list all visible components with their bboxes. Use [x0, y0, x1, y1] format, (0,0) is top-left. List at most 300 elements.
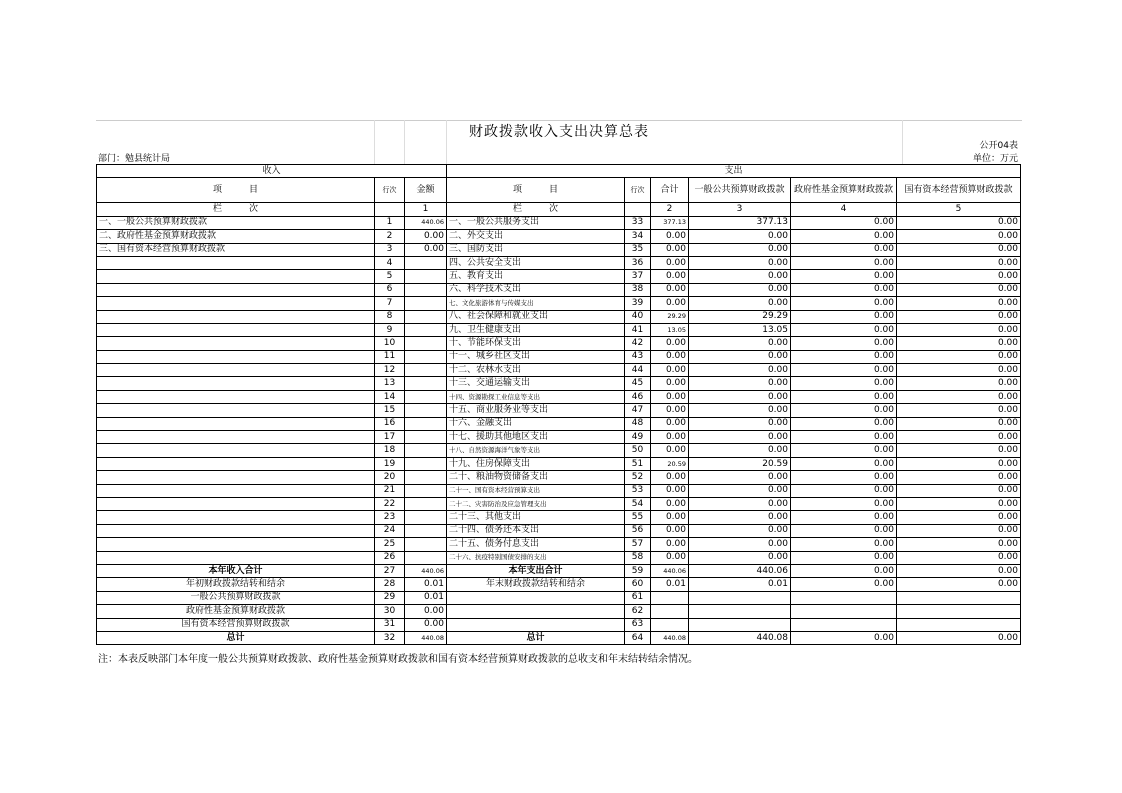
row-no: 27 [375, 564, 405, 577]
amount: 0.00 [689, 417, 791, 430]
amount: 0.00 [689, 484, 791, 497]
amount: 0.00 [897, 337, 1021, 350]
amount [405, 431, 447, 444]
row-no: 59 [625, 564, 651, 577]
amount: 0.00 [897, 444, 1021, 457]
table-row [97, 390, 1021, 403]
expense-item: 六、科学技术支出 [447, 283, 625, 296]
row-no: 18 [375, 444, 405, 457]
income-item [97, 310, 375, 323]
amount: 0.00 [791, 243, 897, 256]
table-row [97, 551, 1021, 564]
amount: 0.00 [791, 404, 897, 417]
amount: 0.00 [651, 283, 689, 296]
amount: 0.00 [689, 364, 791, 377]
amount [405, 511, 447, 524]
amount: 0.00 [791, 390, 897, 403]
amount: 0.00 [405, 605, 447, 618]
amount: 440.06 [405, 216, 447, 229]
amount: 0.00 [897, 310, 1021, 323]
amount: 0.00 [689, 497, 791, 510]
amount [405, 283, 447, 296]
expense-item: 十一、城乡社区支出 [447, 350, 625, 363]
income-item: 三、国有资本经营预算财政拨款 [97, 243, 375, 256]
amount: 0.00 [791, 564, 897, 577]
expense-item: 二十、粮油物资储备支出 [447, 471, 625, 484]
amount: 0.00 [897, 256, 1021, 269]
amount: 0.00 [651, 484, 689, 497]
row-no: 38 [625, 283, 651, 296]
amount: 0.00 [651, 364, 689, 377]
column-index-row [97, 203, 1021, 216]
amount: 0.00 [791, 457, 897, 470]
amount [405, 364, 447, 377]
income-item [97, 524, 375, 537]
row-no: 30 [375, 605, 405, 618]
fund-header: 政府性基金预算财政拨款 [791, 178, 897, 203]
amount: 0.00 [897, 484, 1021, 497]
income-item [97, 377, 375, 390]
sub-row-general [97, 591, 1021, 604]
income-item [97, 431, 375, 444]
row-no: 47 [625, 404, 651, 417]
expense-item-header: 项 目 [447, 178, 625, 203]
expense-item: 四、公共安全支出 [447, 256, 625, 269]
expense-item: 二十四、债务还本支出 [447, 524, 625, 537]
empty-cell [375, 203, 405, 216]
income-item [97, 256, 375, 269]
table-row [97, 364, 1021, 377]
amount: 0.00 [791, 297, 897, 310]
row-no: 45 [625, 377, 651, 390]
expense-item: 二十一、国有资本经营预算支出 [447, 484, 625, 497]
amount: 0.00 [689, 524, 791, 537]
table-row [97, 243, 1021, 256]
row-no: 50 [625, 444, 651, 457]
empty-cell [791, 591, 897, 604]
col-label: 栏 次 [447, 203, 625, 216]
table-row [97, 511, 1021, 524]
expense-item: 八、社会保障和就业支出 [447, 310, 625, 323]
department-label: 部门：勉县统计局 [98, 154, 171, 164]
row-no: 14 [375, 390, 405, 403]
sub-label: 国有资本经营预算财政拨款 [97, 618, 375, 631]
amount: 0.00 [651, 444, 689, 457]
row-no: 41 [625, 323, 651, 336]
amount: 29.29 [651, 310, 689, 323]
income-item [97, 297, 375, 310]
amount [405, 350, 447, 363]
amount [405, 337, 447, 350]
amount: 0.00 [651, 256, 689, 269]
amount: 0.00 [651, 390, 689, 403]
empty-cell [689, 618, 791, 631]
amount [405, 444, 447, 457]
expense-total-header: 合计 [651, 178, 689, 203]
amount: 0.00 [405, 618, 447, 631]
amount: 13.05 [689, 323, 791, 336]
row-no: 1 [375, 216, 405, 229]
amount: 0.00 [689, 377, 791, 390]
amount: 0.00 [651, 230, 689, 243]
column-header-row [97, 178, 1021, 203]
amount: 440.08 [689, 631, 791, 644]
row-no: 46 [625, 390, 651, 403]
carry-out-label: 年末财政拨款结转和结余 [447, 578, 625, 591]
table-row [97, 310, 1021, 323]
row-no: 25 [375, 538, 405, 551]
amount: 0.00 [689, 297, 791, 310]
empty-cell [447, 618, 625, 631]
expense-item: 九、卫生健康支出 [447, 323, 625, 336]
income-rowno-header: 行次 [375, 178, 405, 203]
amount: 20.59 [689, 457, 791, 470]
amount: 0.00 [897, 471, 1021, 484]
table-row [97, 404, 1021, 417]
expense-item: 十七、援助其他地区支出 [447, 431, 625, 444]
amount: 0.00 [897, 497, 1021, 510]
income-item [97, 444, 375, 457]
col-index-1: 1 [405, 203, 447, 216]
amount: 0.00 [791, 256, 897, 269]
expense-total-label: 本年支出合计 [447, 564, 625, 577]
amount: 0.00 [791, 350, 897, 363]
table-row [97, 283, 1021, 296]
amount: 0.00 [791, 270, 897, 283]
amount [405, 390, 447, 403]
expense-item: 二十六、抗疫特别国债安排的支出 [447, 551, 625, 564]
income-item [97, 538, 375, 551]
col-index-5: 5 [897, 203, 1021, 216]
row-no: 10 [375, 337, 405, 350]
amount: 0.01 [405, 578, 447, 591]
sub-label: 政府性基金预算财政拨款 [97, 605, 375, 618]
amount: 0.01 [651, 578, 689, 591]
amount: 0.00 [651, 538, 689, 551]
amount: 0.00 [897, 216, 1021, 229]
empty-cell [651, 591, 689, 604]
income-item: 一、一般公共预算财政拨款 [97, 216, 375, 229]
amount: 0.01 [689, 578, 791, 591]
amount [405, 297, 447, 310]
table-row [97, 457, 1021, 470]
row-no: 7 [375, 297, 405, 310]
row-no: 53 [625, 484, 651, 497]
amount: 0.00 [791, 323, 897, 336]
table-row [97, 538, 1021, 551]
table-row [97, 431, 1021, 444]
income-item [97, 457, 375, 470]
row-no: 43 [625, 350, 651, 363]
income-item [97, 283, 375, 296]
expense-item: 十四、资源勘探工业信息等支出 [447, 390, 625, 403]
income-item [97, 270, 375, 283]
amount: 0.00 [897, 511, 1021, 524]
row-no: 19 [375, 457, 405, 470]
amount: 0.00 [897, 350, 1021, 363]
amount: 0.00 [897, 283, 1021, 296]
row-no: 32 [375, 631, 405, 644]
row-no: 39 [625, 297, 651, 310]
amount [405, 270, 447, 283]
expense-item: 十六、金融支出 [447, 417, 625, 430]
amount: 29.29 [689, 310, 791, 323]
row-no: 22 [375, 497, 405, 510]
row-no: 51 [625, 457, 651, 470]
income-item: 二、政府性基金预算财政拨款 [97, 230, 375, 243]
amount: 0.00 [651, 524, 689, 537]
row-no: 36 [625, 256, 651, 269]
amount: 0.00 [689, 390, 791, 403]
amount: 0.00 [689, 511, 791, 524]
income-amount-header: 金额 [405, 178, 447, 203]
year-total-row [97, 564, 1021, 577]
expense-item: 一、一般公共服务支出 [447, 216, 625, 229]
amount: 0.00 [897, 230, 1021, 243]
amount: 0.00 [791, 551, 897, 564]
expense-rowno-header: 行次 [625, 178, 651, 203]
row-no: 24 [375, 524, 405, 537]
expense-item: 二十三、其他支出 [447, 511, 625, 524]
amount [405, 551, 447, 564]
expense-item: 十、节能环保支出 [447, 337, 625, 350]
table-row [97, 216, 1021, 229]
expense-item: 五、教育支出 [447, 270, 625, 283]
income-item [97, 337, 375, 350]
amount [405, 417, 447, 430]
amount: 0.00 [689, 337, 791, 350]
row-no: 20 [375, 471, 405, 484]
amount: 0.00 [897, 377, 1021, 390]
row-no: 55 [625, 511, 651, 524]
amount: 0.00 [689, 283, 791, 296]
table-row [97, 337, 1021, 350]
amount: 0.00 [689, 404, 791, 417]
table-row [97, 323, 1021, 336]
amount: 0.00 [897, 364, 1021, 377]
empty-cell [689, 591, 791, 604]
carry-in-label: 年初财政拨款结转和结余 [97, 578, 375, 591]
row-no: 28 [375, 578, 405, 591]
amount: 0.00 [897, 243, 1021, 256]
table-row [97, 256, 1021, 269]
income-item [97, 323, 375, 336]
section-header-row [97, 165, 1021, 178]
footnote: 注：本表反映部门本年度一般公共预算财政拨款、政府性基金预算财政拨款和国有资本经营预算财政拨款的总收支和年末结转结余情况。 [98, 654, 698, 665]
amount: 440.06 [651, 564, 689, 577]
amount: 0.00 [897, 457, 1021, 470]
empty-cell [651, 618, 689, 631]
budget-table [96, 164, 1021, 645]
row-no: 44 [625, 364, 651, 377]
amount: 0.00 [651, 497, 689, 510]
amount [405, 377, 447, 390]
table-row [97, 524, 1021, 537]
row-no: 21 [375, 484, 405, 497]
empty-cell [625, 203, 651, 216]
amount: 0.00 [897, 417, 1021, 430]
expense-item: 二十五、债务付息支出 [447, 538, 625, 551]
amount: 0.00 [791, 511, 897, 524]
table-row [97, 471, 1021, 484]
row-no: 52 [625, 471, 651, 484]
income-total-label: 本年收入合计 [97, 564, 375, 577]
row-no: 8 [375, 310, 405, 323]
amount: 0.00 [791, 364, 897, 377]
state-header: 国有资本经营预算财政拨款 [897, 178, 1021, 203]
amount: 0.00 [897, 631, 1021, 644]
row-no: 42 [625, 337, 651, 350]
amount: 0.00 [689, 230, 791, 243]
amount: 0.00 [651, 431, 689, 444]
amount: 0.00 [651, 511, 689, 524]
amount: 0.00 [689, 444, 791, 457]
amount: 0.00 [897, 524, 1021, 537]
amount: 440.06 [689, 564, 791, 577]
row-no: 60 [625, 578, 651, 591]
amount: 0.00 [791, 431, 897, 444]
col-index-2: 2 [651, 203, 689, 216]
amount: 440.08 [405, 631, 447, 644]
row-no: 13 [375, 377, 405, 390]
table-row [97, 484, 1021, 497]
income-item [97, 484, 375, 497]
amount: 0.00 [651, 270, 689, 283]
grand-in-label: 总计 [97, 631, 375, 644]
row-no: 26 [375, 551, 405, 564]
row-no: 64 [625, 631, 651, 644]
empty-cell [447, 605, 625, 618]
amount: 0.00 [651, 337, 689, 350]
col-index-4: 4 [791, 203, 897, 216]
amount: 0.00 [791, 538, 897, 551]
amount: 377.13 [651, 216, 689, 229]
amount: 0.00 [651, 377, 689, 390]
amount: 0.00 [651, 404, 689, 417]
table-row [97, 297, 1021, 310]
income-item [97, 471, 375, 484]
empty-cell [897, 605, 1021, 618]
income-item [97, 417, 375, 430]
amount [405, 484, 447, 497]
amount: 0.00 [651, 551, 689, 564]
amount: 0.00 [689, 538, 791, 551]
income-item [97, 497, 375, 510]
row-no: 49 [625, 431, 651, 444]
row-no: 63 [625, 618, 651, 631]
expense-item: 十二、农林水支出 [447, 364, 625, 377]
income-item [97, 551, 375, 564]
amount: 0.00 [791, 283, 897, 296]
amount: 0.00 [791, 337, 897, 350]
row-no: 12 [375, 364, 405, 377]
amount: 0.00 [689, 551, 791, 564]
table-row [97, 270, 1021, 283]
row-no: 15 [375, 404, 405, 417]
col-index-3: 3 [689, 203, 791, 216]
amount: 0.00 [689, 471, 791, 484]
carryover-row [97, 578, 1021, 591]
row-no: 5 [375, 270, 405, 283]
amount: 440.08 [651, 631, 689, 644]
amount [405, 404, 447, 417]
amount: 0.00 [405, 243, 447, 256]
row-no: 40 [625, 310, 651, 323]
row-no: 61 [625, 591, 651, 604]
row-no: 4 [375, 256, 405, 269]
row-no: 33 [625, 216, 651, 229]
amount: 0.00 [791, 230, 897, 243]
amount: 0.00 [791, 484, 897, 497]
table-row [97, 417, 1021, 430]
row-no: 3 [375, 243, 405, 256]
amount: 0.00 [689, 243, 791, 256]
amount [405, 524, 447, 537]
amount: 0.00 [897, 578, 1021, 591]
income-item-header: 项 目 [97, 178, 375, 203]
row-no: 17 [375, 431, 405, 444]
amount: 0.00 [689, 431, 791, 444]
amount: 0.01 [405, 591, 447, 604]
table-row [97, 497, 1021, 510]
expense-item: 七、文化旅游体育与传媒支出 [447, 297, 625, 310]
amount [405, 323, 447, 336]
sub-row-state [97, 618, 1021, 631]
empty-cell [689, 605, 791, 618]
row-no: 56 [625, 524, 651, 537]
amount: 440.06 [405, 564, 447, 577]
table-row [97, 230, 1021, 243]
row-no: 58 [625, 551, 651, 564]
income-item [97, 364, 375, 377]
amount [405, 457, 447, 470]
amount [405, 471, 447, 484]
amount [405, 497, 447, 510]
amount: 0.00 [651, 243, 689, 256]
grand-total-row [97, 631, 1021, 644]
amount: 0.00 [791, 631, 897, 644]
row-no: 34 [625, 230, 651, 243]
table-row [97, 377, 1021, 390]
amount: 0.00 [791, 310, 897, 323]
expense-item: 十八、自然资源海洋气象等支出 [447, 444, 625, 457]
amount: 0.00 [897, 404, 1021, 417]
income-header: 收入 [97, 165, 447, 178]
col-label: 栏 次 [97, 203, 375, 216]
row-no: 48 [625, 417, 651, 430]
row-no: 16 [375, 417, 405, 430]
amount: 0.00 [791, 578, 897, 591]
row-no: 37 [625, 270, 651, 283]
row-no: 29 [375, 591, 405, 604]
empty-cell [447, 591, 625, 604]
amount: 20.59 [651, 457, 689, 470]
expense-item: 十五、商业服务业等支出 [447, 404, 625, 417]
form-code: 公开04表 [979, 141, 1018, 151]
amount: 0.00 [651, 471, 689, 484]
unit-label: 单位：万元 [972, 154, 1018, 164]
amount: 0.00 [651, 297, 689, 310]
general-header: 一般公共预算财政拨款 [689, 178, 791, 203]
amount: 0.00 [791, 471, 897, 484]
expense-item: 十三、交通运输支出 [447, 377, 625, 390]
row-no: 31 [375, 618, 405, 631]
row-no: 11 [375, 350, 405, 363]
amount: 0.00 [651, 417, 689, 430]
amount: 0.00 [689, 270, 791, 283]
amount: 377.13 [689, 216, 791, 229]
amount [405, 310, 447, 323]
